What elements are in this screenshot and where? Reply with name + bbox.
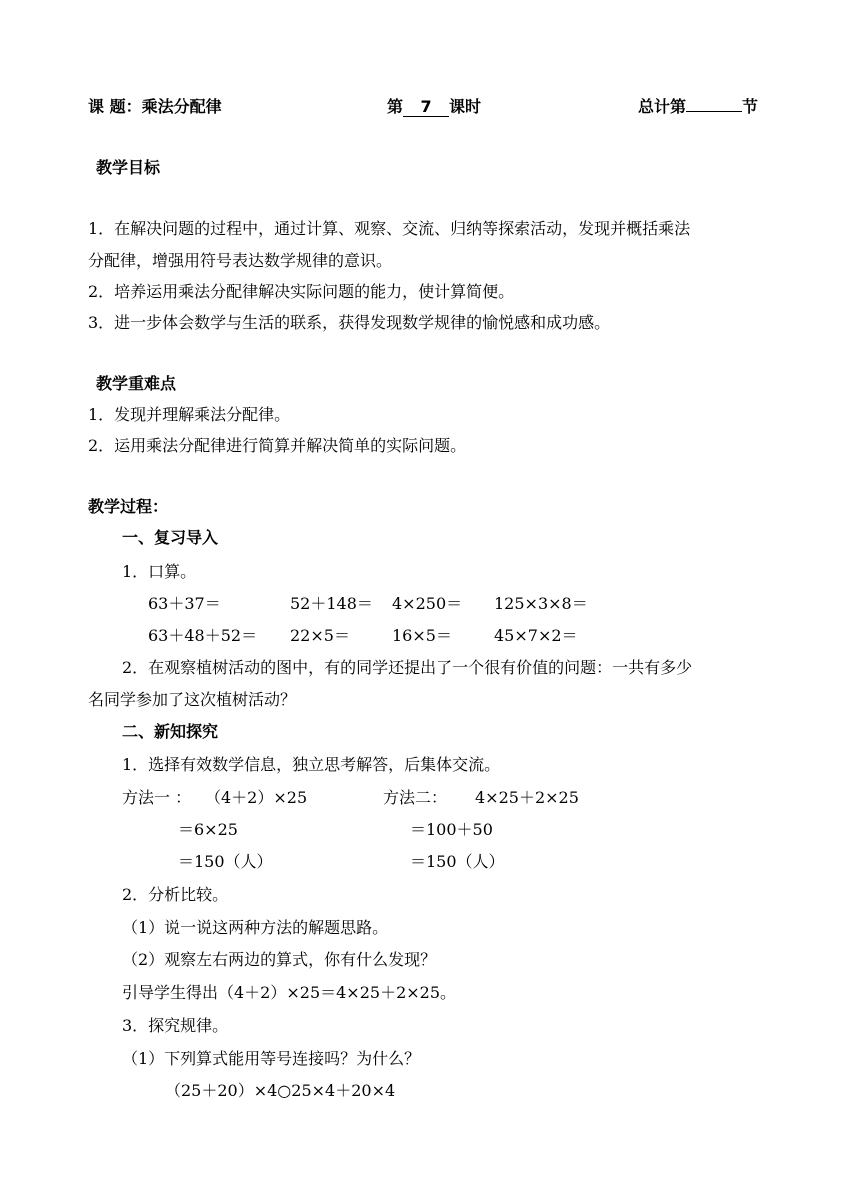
key-points-heading: 教学重难点: [96, 374, 177, 393]
oral-calc-item: 63＋37＝: [148, 594, 221, 613]
lesson-suffix: 课时: [449, 97, 482, 116]
question-2-line-1: 2．在观察植树活动的图中，有的同学还提出了一个很有价值的问题：一共有多少: [122, 658, 693, 677]
key-point-2: 2．运用乘法分配律进行简算并解决简单的实际问题。: [88, 436, 467, 455]
lesson-number: 7: [403, 98, 449, 117]
method-2-label: 方法二：: [383, 788, 448, 807]
step-3-expression: （25＋20）×4○25×4＋20×4: [165, 1081, 396, 1100]
topic-title: 乘法分配律: [141, 97, 222, 116]
objectives-heading: 教学目标: [96, 158, 161, 177]
objective-line-4: 3．进一步体会数学与生活的联系，获得发现数学规律的愉悦感和成功感。: [88, 313, 611, 332]
method-1-result: ＝150（人）: [178, 852, 273, 871]
step-2-text: 2．分析比较。: [122, 885, 229, 904]
objective-line-1: 1．在解决问题的过程中，通过计算、观察、交流、归纳等探索活动，发现并概括乘法: [88, 219, 691, 238]
process-heading: 教学过程：: [88, 497, 169, 516]
step-1-text: 1．选择有效数学信息，独立思考解答，后集体交流。: [122, 755, 501, 774]
method-2-expression: 4×25＋2×25: [475, 788, 579, 807]
oral-calc-item: 4×250＝: [392, 594, 463, 613]
step-2-question-1: （1）说一说这两种方法的解题思路。: [122, 918, 389, 937]
oral-calc-item: 16×5＝: [392, 626, 452, 645]
oral-calc-label: 1．口算。: [122, 562, 197, 581]
part2-title: 二、新知探究: [122, 722, 219, 741]
method-2-step: ＝100＋50: [410, 820, 493, 839]
total-count-line: [638, 97, 758, 117]
step-3-question-1: （1）下列算式能用等号连接吗？为什么？: [122, 1049, 421, 1068]
total-suffix: 节: [742, 97, 759, 116]
key-point-1: 1．发现并理解乘法分配律。: [88, 405, 291, 424]
objective-line-2: 分配律，增强用符号表达数学规律的意识。: [88, 251, 393, 270]
lesson-number-line: [387, 97, 481, 117]
question-2-line-2: 名同学参加了这次植树活动？: [88, 690, 297, 709]
lesson-prefix: 第: [387, 97, 404, 116]
oral-calc-item: 125×3×8＝: [494, 594, 588, 613]
oral-calc-item: 63＋48＋52＝: [148, 626, 258, 645]
total-number: [686, 111, 742, 112]
method-1-label: 方法一 ：: [122, 788, 192, 807]
objective-line-3: 2．培养运用乘法分配律解决实际问题的能力，使计算简便。: [88, 282, 515, 301]
method-1-expression: （4＋2）×25: [205, 788, 308, 807]
topic-line: [88, 97, 222, 117]
oral-calc-item: 22×5＝: [290, 626, 350, 645]
method-2-result: ＝150（人）: [410, 852, 505, 871]
oral-calc-item: 45×7×2＝: [494, 626, 578, 645]
total-prefix: 总计第: [638, 97, 687, 116]
step-2-guide: 引导学生得出（4＋2）×25＝4×25＋2×25。: [122, 983, 457, 1002]
step-3-text: 3．探究规律。: [122, 1016, 229, 1035]
method-1-step: ＝6×25: [178, 820, 238, 839]
step-2-question-2: （2）观察左右两边的算式，你有什么发现？: [122, 950, 437, 969]
part1-title: 一、复习导入: [122, 528, 219, 547]
oral-calc-item: 52＋148＝: [290, 594, 373, 613]
topic-label: 课 题：: [88, 97, 142, 116]
